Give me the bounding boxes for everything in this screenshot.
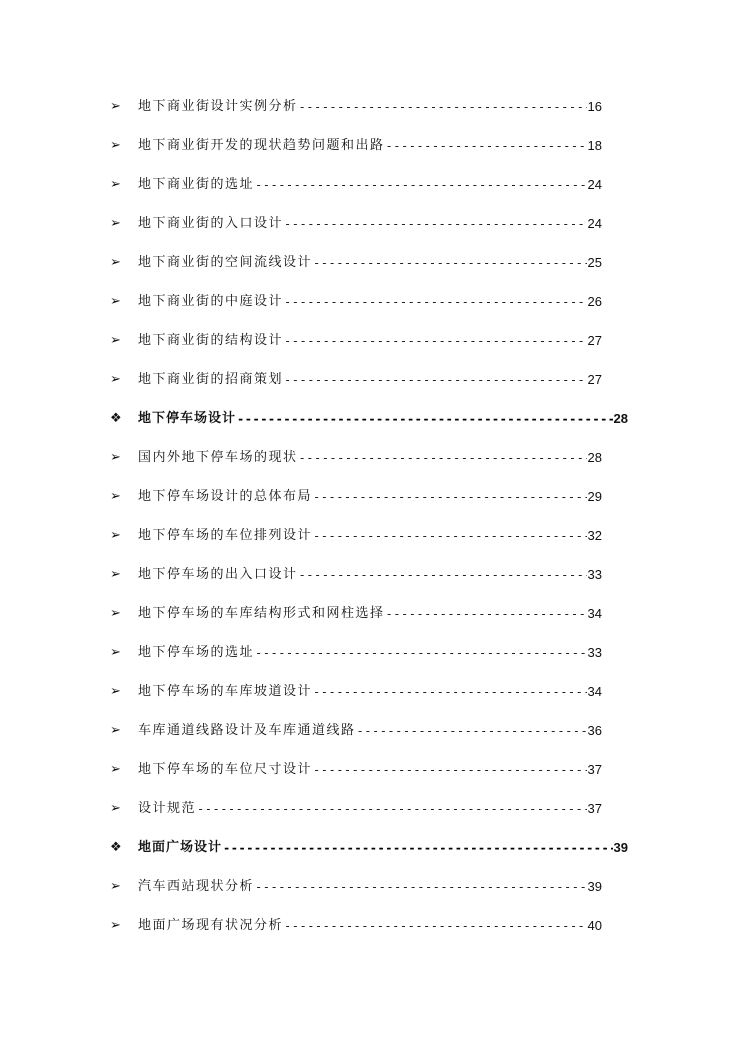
toc-entry-title: 国内外地下停车场的现状 <box>138 450 298 465</box>
toc-entry-page: 18 <box>587 138 602 153</box>
toc-entry-page: 39 <box>587 879 602 894</box>
dot-leader <box>313 758 587 782</box>
arrow-bullet-icon: ➢ <box>110 294 121 309</box>
dot-leader <box>313 251 587 275</box>
toc-entry-title: 地下停车场的选址 <box>138 645 255 660</box>
toc-entry-title: 地下商业街的结构设计 <box>138 333 284 348</box>
toc-entry[interactable] <box>110 797 602 821</box>
toc-entry-title: 地下商业街的选址 <box>138 177 255 192</box>
toc-entry-title: 地下停车场的车位尺寸设计 <box>138 762 313 777</box>
toc-entry[interactable] <box>110 875 602 899</box>
toc-entry-page: 27 <box>587 333 602 348</box>
dot-leader <box>284 329 587 353</box>
toc-entry-page: 24 <box>587 216 602 231</box>
arrow-bullet-icon: ➢ <box>110 762 121 777</box>
toc-entry[interactable] <box>110 680 602 704</box>
dot-leader <box>299 95 587 119</box>
arrow-bullet-icon: ➢ <box>110 255 121 270</box>
toc-section-title: 地面广场设计 <box>138 840 223 855</box>
toc-entry[interactable] <box>110 641 602 665</box>
arrow-bullet-icon: ➢ <box>110 138 121 153</box>
dot-leader <box>284 914 587 938</box>
dot-leader <box>237 407 613 431</box>
arrow-bullet-icon: ➢ <box>110 918 121 933</box>
toc-entry-page: 25 <box>587 255 602 270</box>
arrow-bullet-icon: ➢ <box>110 801 121 816</box>
toc-entry-page: 37 <box>587 801 602 816</box>
arrow-bullet-icon: ➢ <box>110 333 121 348</box>
toc-entry[interactable] <box>110 251 602 275</box>
dot-leader <box>197 797 587 821</box>
toc-section-page: 39 <box>613 840 628 855</box>
dot-leader <box>284 212 587 236</box>
toc-entry-title: 车库通道线路设计及车库通道线路 <box>138 723 356 738</box>
dot-leader <box>313 524 587 548</box>
toc-entry[interactable] <box>110 368 602 392</box>
toc-entry-page: 33 <box>587 645 602 660</box>
toc-entry[interactable] <box>110 719 602 743</box>
toc-entry-title: 地下商业街设计实例分析 <box>138 99 298 114</box>
dot-leader <box>299 446 587 470</box>
toc-entry[interactable] <box>110 95 602 119</box>
toc-entry[interactable] <box>110 173 602 197</box>
toc-entry-page: 28 <box>587 450 602 465</box>
toc-entry-title: 地下商业街的中庭设计 <box>138 294 284 309</box>
toc-entry-title: 地下停车场的车库结构形式和网柱选择 <box>138 606 385 621</box>
toc-entry-title: 地面广场现有状况分析 <box>138 918 284 933</box>
arrow-bullet-icon: ➢ <box>110 645 121 660</box>
toc-section-page: 28 <box>613 411 628 426</box>
toc-entry-title: 地下商业街的入口设计 <box>138 216 284 231</box>
arrow-bullet-icon: ➢ <box>110 177 121 192</box>
arrow-bullet-icon: ➢ <box>110 216 121 231</box>
arrow-bullet-icon: ➢ <box>110 879 121 894</box>
dot-leader <box>357 719 587 743</box>
toc-entry-title: 地下商业街的招商策划 <box>138 372 284 387</box>
dot-leader <box>284 368 587 392</box>
dot-leader <box>313 680 587 704</box>
toc-entry-page: 36 <box>587 723 602 738</box>
toc-section[interactable] <box>110 836 628 860</box>
toc-entry[interactable] <box>110 485 602 509</box>
toc-entry-title: 地下停车场的车位排列设计 <box>138 528 313 543</box>
dot-leader <box>313 485 587 509</box>
arrow-bullet-icon: ➢ <box>110 489 121 504</box>
arrow-bullet-icon: ➢ <box>110 567 121 582</box>
toc-entry[interactable] <box>110 524 602 548</box>
arrow-bullet-icon: ➢ <box>110 723 121 738</box>
arrow-bullet-icon: ➢ <box>110 99 121 114</box>
toc-entry-page: 32 <box>587 528 602 543</box>
toc-entry[interactable] <box>110 563 602 587</box>
toc-entry-title: 地下商业街的空间流线设计 <box>138 255 313 270</box>
dot-leader <box>299 563 587 587</box>
dot-leader <box>223 836 613 860</box>
toc-entry[interactable] <box>110 290 602 314</box>
toc-entry-page: 24 <box>587 177 602 192</box>
dot-leader <box>284 290 587 314</box>
toc-entry-page: 29 <box>587 489 602 504</box>
toc-entry[interactable] <box>110 134 602 158</box>
arrow-bullet-icon: ➢ <box>110 528 121 543</box>
toc-entry-page: 34 <box>587 606 602 621</box>
arrow-bullet-icon: ➢ <box>110 606 121 621</box>
dot-leader <box>386 134 587 158</box>
diamond-bullet-icon: ❖ <box>110 840 122 855</box>
dot-leader <box>255 173 587 197</box>
toc-section-title: 地下停车场设计 <box>138 411 237 426</box>
toc-entry-title: 设计规范 <box>138 801 197 816</box>
toc-entry-title: 地下停车场设计的总体布局 <box>138 489 313 504</box>
toc-entry-page: 37 <box>587 762 602 777</box>
toc-entry-page: 33 <box>587 567 602 582</box>
toc-entry[interactable] <box>110 602 602 626</box>
toc-entry[interactable] <box>110 758 602 782</box>
toc-entry[interactable] <box>110 914 602 938</box>
toc-entry-page: 34 <box>587 684 602 699</box>
toc-entry[interactable] <box>110 212 602 236</box>
toc-entry-page: 40 <box>587 918 602 933</box>
toc-entry[interactable] <box>110 329 602 353</box>
arrow-bullet-icon: ➢ <box>110 684 121 699</box>
arrow-bullet-icon: ➢ <box>110 372 121 387</box>
diamond-bullet-icon: ❖ <box>110 411 122 426</box>
dot-leader <box>386 602 587 626</box>
toc-entry[interactable] <box>110 446 602 470</box>
toc-entry-title: 地下商业街开发的现状趋势问题和出路 <box>138 138 385 153</box>
toc-entry-page: 16 <box>587 99 602 114</box>
dot-leader <box>255 641 587 665</box>
toc-entry-title: 地下停车场的车库坡道设计 <box>138 684 313 699</box>
arrow-bullet-icon: ➢ <box>110 450 121 465</box>
toc-entry-title: 汽车西站现状分析 <box>138 879 255 894</box>
toc-entry-page: 27 <box>587 372 602 387</box>
toc-entry-title: 地下停车场的出入口设计 <box>138 567 298 582</box>
toc-section[interactable] <box>110 407 628 431</box>
toc-entry-page: 26 <box>587 294 602 309</box>
dot-leader <box>255 875 587 899</box>
